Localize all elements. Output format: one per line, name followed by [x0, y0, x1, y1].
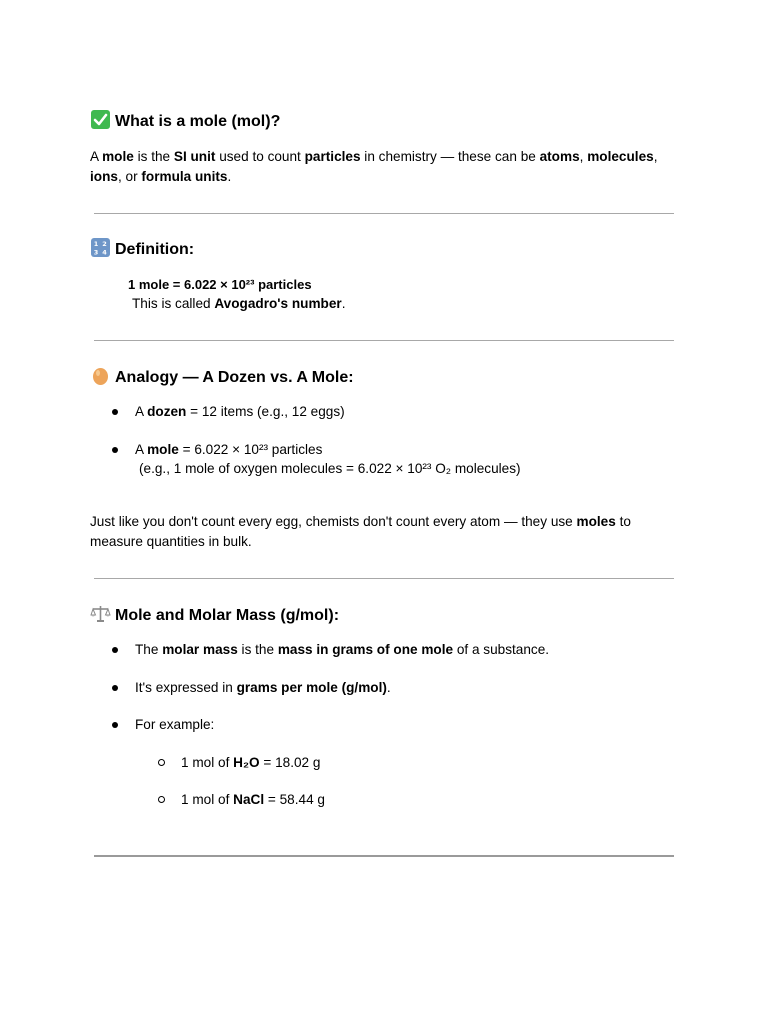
sub-list-item-text	[181, 790, 325, 810]
bold-text: H₂O	[233, 755, 260, 770]
text: .	[227, 169, 232, 184]
bullet-dot	[112, 447, 118, 453]
text: = 58.44 g	[264, 792, 325, 807]
text: A	[90, 149, 103, 164]
bold-text: formula units	[141, 169, 228, 184]
text: A	[135, 404, 148, 419]
text: used to count	[215, 149, 305, 164]
bold-text: mole	[147, 442, 179, 457]
heading-text: Definition:	[115, 241, 195, 258]
egg-icon	[90, 366, 111, 385]
intro-paragraph-line-2	[90, 167, 690, 187]
text: ,	[579, 149, 588, 164]
summary-paragraph-line-2	[90, 532, 690, 552]
svg-text:3: 3	[93, 248, 99, 257]
text: .	[341, 296, 346, 311]
svg-text:4: 4	[102, 248, 107, 257]
list-item-text	[135, 715, 214, 735]
list-item-text	[135, 440, 322, 460]
divider	[94, 578, 674, 579]
bold-text: dozen	[147, 404, 187, 419]
sub-list-item-text	[181, 753, 320, 773]
bold-text: grams per mole (g/mol)	[236, 680, 387, 695]
text: is the	[237, 642, 278, 657]
bullet-dot	[112, 647, 118, 653]
bold-text: mole	[102, 149, 134, 164]
heading-definition	[90, 238, 194, 260]
bold-text: molar mass	[162, 642, 238, 657]
list-item-text	[135, 640, 549, 660]
bold-text: ions	[90, 169, 118, 184]
text: This is called	[132, 296, 215, 311]
balance-scale-icon	[90, 604, 111, 623]
bold-text: 1 mole = 6.022 × 10²³ particles	[128, 277, 312, 292]
numbers-keycap-icon	[90, 238, 111, 257]
bullet-dot	[112, 409, 118, 415]
text: measure quantities in bulk.	[90, 534, 252, 549]
heading-text: What is a mole (mol)?	[115, 113, 281, 130]
summary-paragraph-line-1	[90, 512, 690, 532]
definition-note	[132, 294, 732, 314]
heading-text: Analogy — A Dozen vs. A Mole:	[115, 369, 354, 386]
text: is the	[133, 149, 174, 164]
definition-formula	[128, 275, 728, 295]
bold-text: molecules	[587, 149, 654, 164]
text: It's expressed in	[135, 680, 237, 695]
text: = 6.022 × 10²³ particles	[178, 442, 323, 457]
heading-analogy	[90, 366, 354, 388]
bold-text: Avogadro's number	[214, 296, 342, 311]
bold-text: NaCl	[233, 792, 265, 807]
list-item-text	[135, 678, 391, 698]
text: = 12 items (e.g., 12 eggs)	[186, 404, 345, 419]
divider	[94, 855, 674, 857]
list-item-continuation	[139, 459, 739, 479]
text: ,	[653, 149, 658, 164]
list-item-text	[135, 402, 345, 422]
text: to	[615, 514, 631, 529]
bold-text: particles	[304, 149, 361, 164]
bullet-ring	[158, 796, 165, 803]
heading-text: Mole and Molar Mass (g/mol):	[115, 607, 340, 624]
bold-text: atoms	[539, 149, 580, 164]
bullet-ring	[158, 759, 165, 766]
intro-paragraph-line-1	[90, 147, 690, 167]
bold-text: moles	[576, 514, 616, 529]
bold-text: mass in grams of one mole	[277, 642, 454, 657]
text: of a substance.	[453, 642, 550, 657]
text: 1 mol of	[181, 792, 234, 807]
text: A	[135, 442, 148, 457]
text: (e.g., 1 mole of oxygen molecules = 6.022 × 10²³ O₂ molecules)	[139, 461, 521, 476]
text: .	[386, 680, 391, 695]
bold-text: SI unit	[173, 149, 216, 164]
text: Just like you don't count every egg, chemists don't count every atom — they use	[90, 514, 577, 529]
text: The	[135, 642, 163, 657]
divider	[94, 340, 674, 341]
text: For example:	[135, 717, 215, 732]
divider	[94, 213, 674, 214]
svg-text:1: 1	[93, 240, 99, 248]
bullet-dot	[112, 685, 118, 691]
text: , or	[117, 169, 142, 184]
text: = 18.02 g	[259, 755, 321, 770]
heading-molar-mass	[90, 604, 339, 626]
text: in chemistry — these can be	[360, 149, 540, 164]
text: 1 mol of	[181, 755, 234, 770]
heading-what-is-a-mole	[90, 110, 280, 132]
check-mark-icon	[90, 110, 111, 129]
bullet-dot	[112, 722, 118, 728]
svg-text:2: 2	[102, 240, 107, 248]
